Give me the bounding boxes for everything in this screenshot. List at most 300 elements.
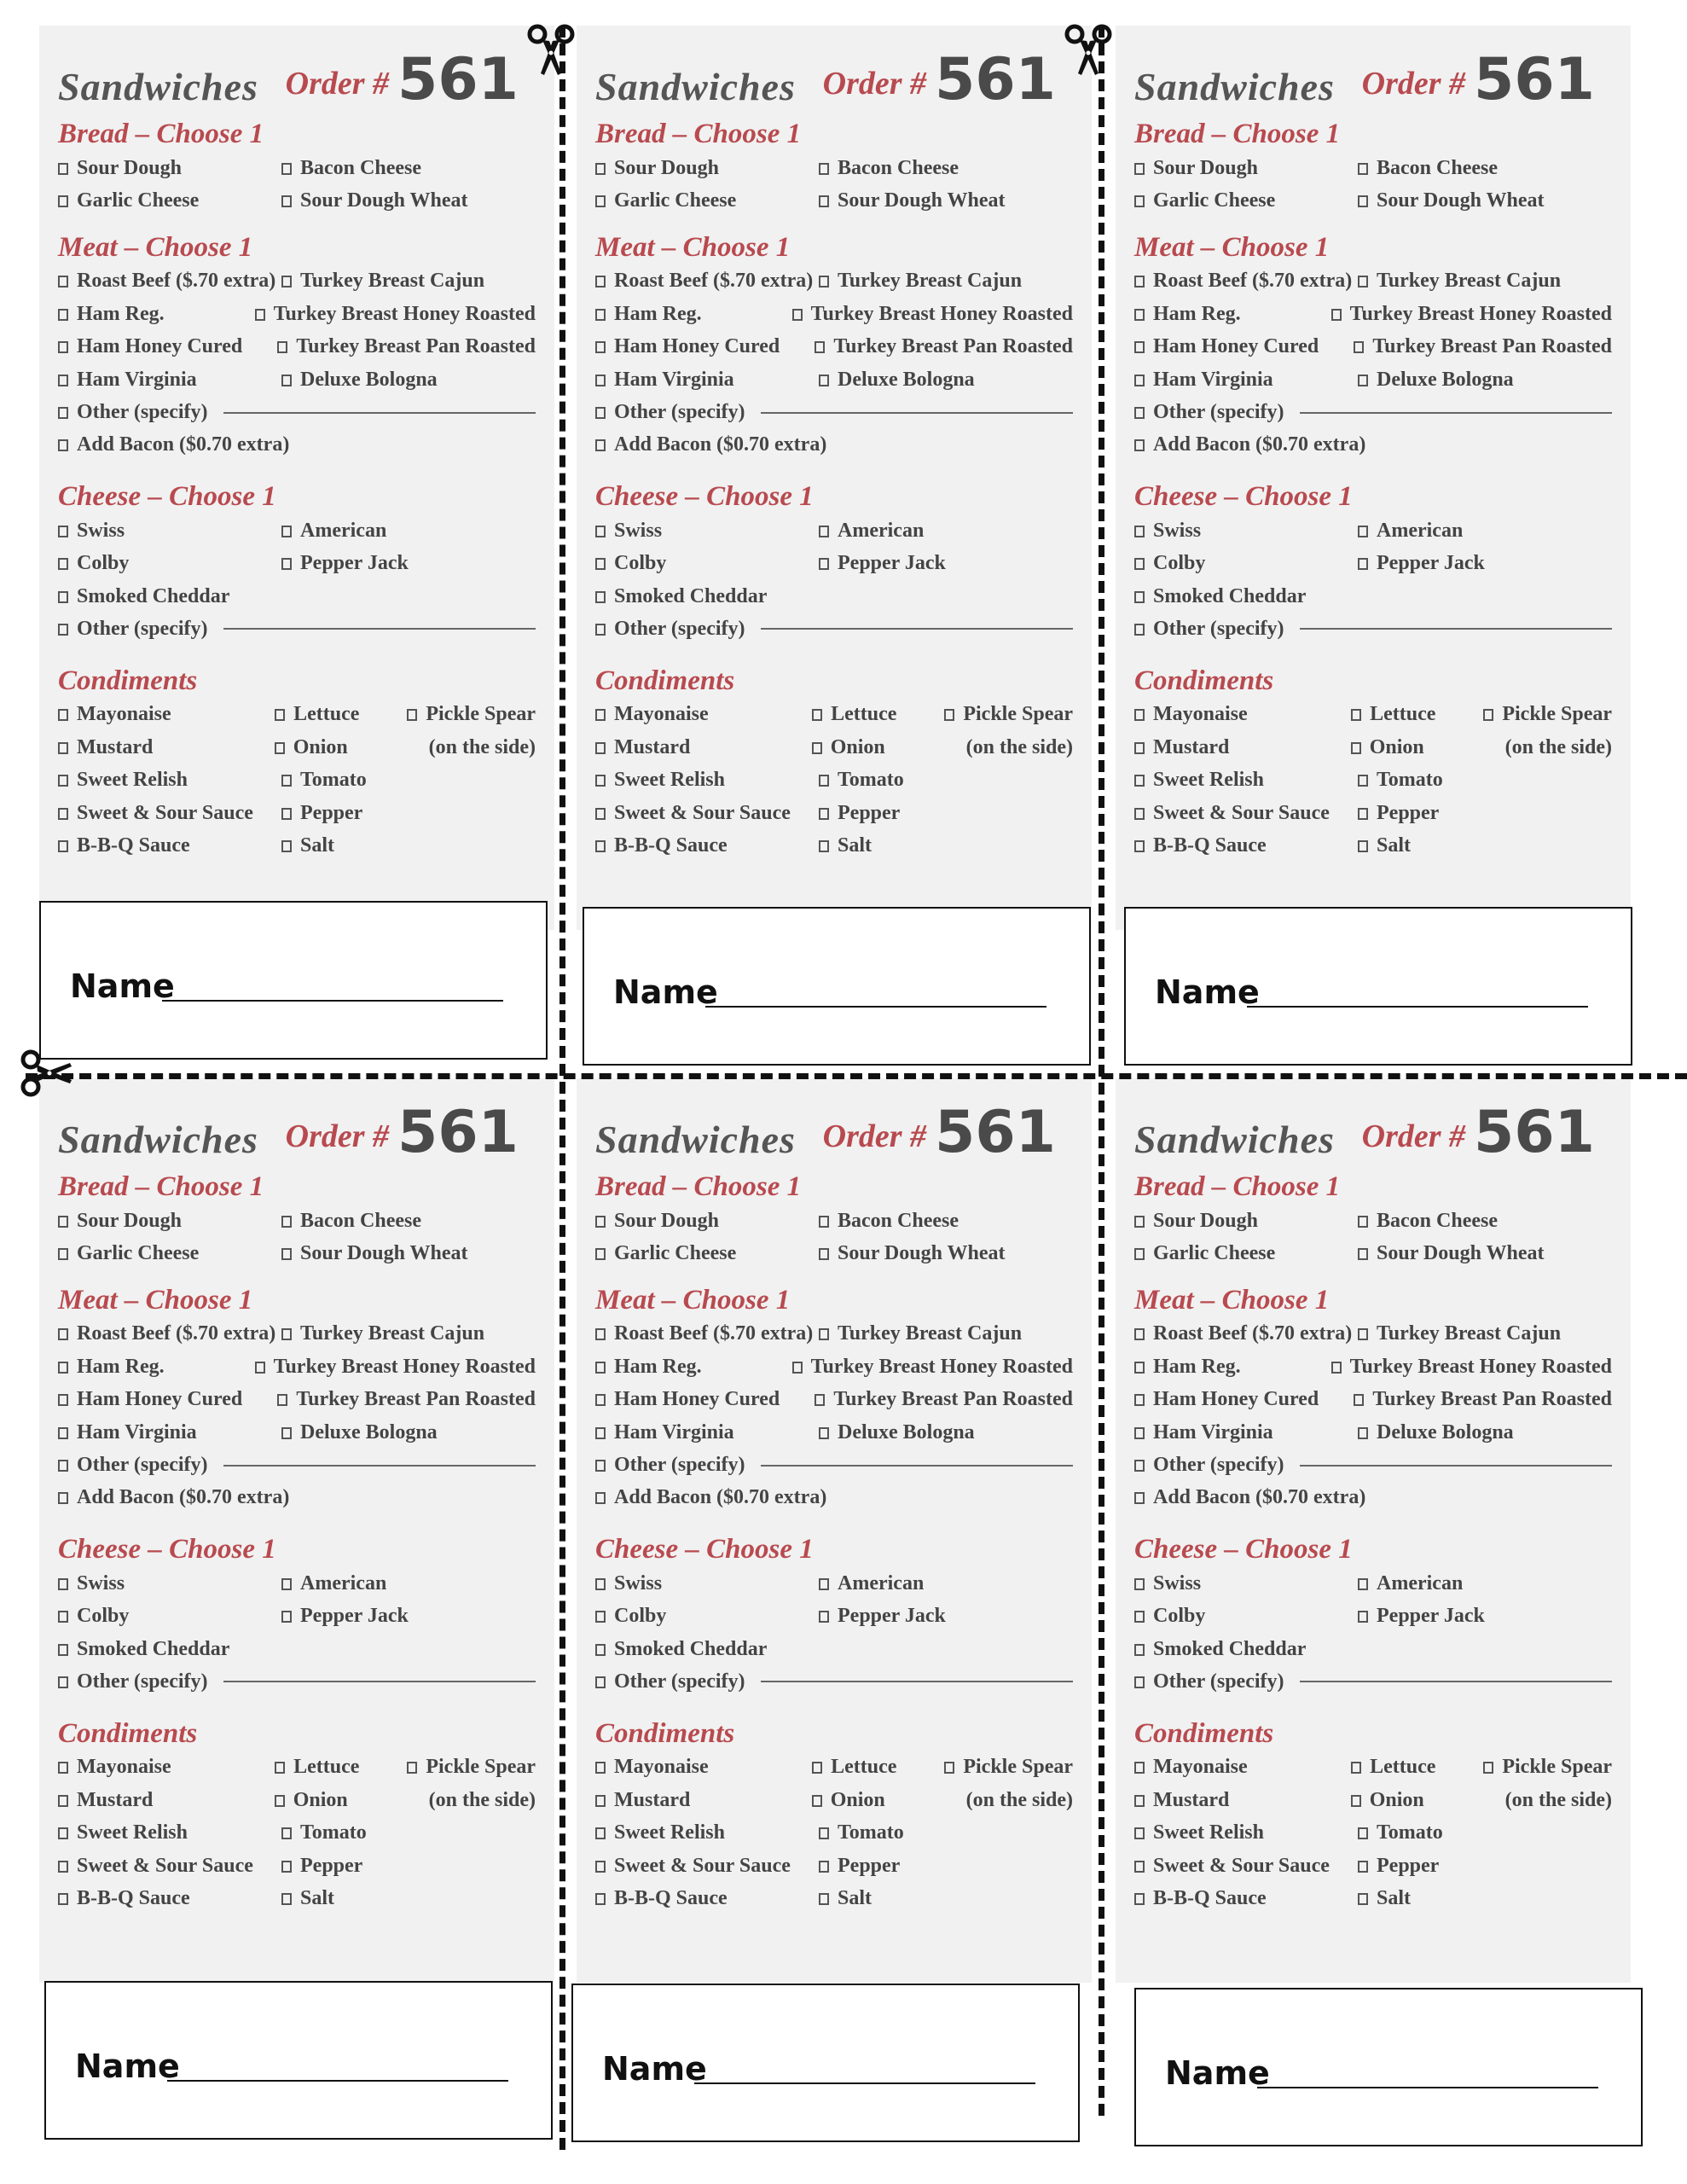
checkbox[interactable]: [819, 1578, 829, 1590]
meat-option[interactable]: Ham Virginia: [1134, 369, 1358, 392]
checkbox[interactable]: [595, 1893, 606, 1905]
condiment-option[interactable]: Mayonaise: [58, 703, 275, 726]
condiment-option[interactable]: Pepper: [1358, 1855, 1494, 1878]
checkbox[interactable]: [595, 1611, 606, 1623]
checkbox[interactable]: [595, 1394, 606, 1406]
checkbox[interactable]: [275, 1762, 285, 1774]
cheese-other-option[interactable]: Other (specify): [595, 1670, 745, 1693]
checkbox[interactable]: [1134, 276, 1145, 288]
condiment-option[interactable]: Pepper: [819, 1855, 955, 1878]
meat-option[interactable]: Ham Reg.: [58, 1356, 255, 1379]
condiment-option[interactable]: Salt: [819, 1887, 955, 1910]
condiment-option[interactable]: B-B-Q Sauce: [58, 834, 281, 857]
condiment-option[interactable]: Sweet Relish: [58, 1821, 281, 1844]
condiment-option[interactable]: Onion: [812, 736, 944, 759]
checkbox[interactable]: [595, 775, 606, 787]
cheese-option[interactable]: Colby: [595, 1605, 819, 1628]
checkbox[interactable]: [58, 1644, 68, 1656]
checkbox[interactable]: [595, 1328, 606, 1340]
condiment-option[interactable]: Mustard: [58, 736, 275, 759]
meat-option[interactable]: Ham Virginia: [1134, 1421, 1358, 1444]
cheese-option[interactable]: Pepper Jack: [281, 1605, 409, 1628]
condiment-option[interactable]: Pickle Spear: [1483, 703, 1612, 726]
condiment-option[interactable]: Sweet & Sour Sauce: [1134, 802, 1358, 825]
checkbox[interactable]: [58, 1394, 68, 1406]
checkbox[interactable]: [58, 558, 68, 570]
bread-option[interactable]: Bacon Cheese: [1358, 157, 1498, 180]
cheese-option[interactable]: Smoked Cheddar: [58, 585, 229, 608]
condiment-option[interactable]: Mustard: [1134, 736, 1351, 759]
checkbox[interactable]: [1358, 558, 1368, 570]
checkbox[interactable]: [58, 309, 68, 321]
meat-other-field[interactable]: [223, 1465, 536, 1467]
checkbox[interactable]: [275, 1795, 285, 1807]
checkbox[interactable]: [595, 840, 606, 852]
meat-other-option[interactable]: Other (specify): [595, 401, 745, 424]
checkbox[interactable]: [58, 1362, 68, 1374]
condiment-option[interactable]: Mayonaise: [595, 703, 812, 726]
cheese-option[interactable]: Colby: [58, 1605, 281, 1628]
checkbox[interactable]: [1134, 558, 1145, 570]
condiment-option[interactable]: Salt: [819, 834, 955, 857]
name-box[interactable]: [571, 1984, 1080, 2142]
meat-option[interactable]: Ham Honey Cured: [1134, 335, 1354, 358]
checkbox[interactable]: [1358, 1861, 1368, 1873]
meat-other-option[interactable]: Other (specify): [1134, 401, 1284, 424]
condiment-option[interactable]: Sweet Relish: [595, 1821, 819, 1844]
checkbox[interactable]: [1483, 709, 1493, 721]
condiment-option[interactable]: Tomato: [819, 769, 955, 792]
name-field[interactable]: [1247, 1006, 1588, 1008]
checkbox[interactable]: [58, 840, 68, 852]
checkbox[interactable]: [1134, 1492, 1145, 1504]
bread-option[interactable]: Garlic Cheese: [595, 1242, 819, 1265]
checkbox[interactable]: [595, 624, 606, 636]
checkbox[interactable]: [819, 1861, 829, 1873]
cheese-option[interactable]: American: [281, 1572, 386, 1595]
checkbox[interactable]: [1358, 1827, 1368, 1839]
checkbox[interactable]: [1134, 840, 1145, 852]
bread-option[interactable]: Bacon Cheese: [281, 1210, 421, 1233]
cheese-option[interactable]: Pepper Jack: [1358, 1605, 1485, 1628]
condiment-option[interactable]: Tomato: [281, 1821, 418, 1844]
checkbox[interactable]: [1331, 1362, 1342, 1374]
cheese-option[interactable]: Smoked Cheddar: [1134, 1638, 1306, 1661]
checkbox[interactable]: [1134, 526, 1145, 537]
cheese-other-field[interactable]: [223, 628, 536, 630]
condiment-option[interactable]: Onion: [275, 1789, 407, 1812]
checkbox[interactable]: [595, 1861, 606, 1873]
add-bacon-option[interactable]: Add Bacon ($0.70 extra): [58, 433, 289, 456]
cheese-option[interactable]: Swiss: [595, 520, 819, 543]
meat-other-option[interactable]: Other (specify): [1134, 1454, 1284, 1477]
bread-option[interactable]: Sour Dough: [1134, 157, 1358, 180]
cheese-other-field[interactable]: [1300, 1681, 1612, 1682]
checkbox[interactable]: [58, 709, 68, 721]
condiment-option[interactable]: Salt: [281, 1887, 418, 1910]
bread-option[interactable]: Sour Dough Wheat: [281, 189, 468, 212]
checkbox[interactable]: [281, 775, 292, 787]
meat-other-field[interactable]: [761, 412, 1073, 414]
checkbox[interactable]: [1354, 1394, 1364, 1406]
meat-option[interactable]: Turkey Breast Honey Roasted: [1331, 303, 1612, 326]
checkbox[interactable]: [1134, 341, 1145, 353]
checkbox[interactable]: [1134, 1762, 1145, 1774]
checkbox[interactable]: [281, 375, 292, 386]
meat-option[interactable]: Deluxe Bologna: [281, 1421, 438, 1444]
condiment-option[interactable]: Lettuce: [1351, 703, 1483, 726]
cheese-other-field[interactable]: [223, 1681, 536, 1682]
condiment-option[interactable]: Sweet & Sour Sauce: [595, 802, 819, 825]
checkbox[interactable]: [819, 775, 829, 787]
checkbox[interactable]: [819, 1427, 829, 1439]
checkbox[interactable]: [1134, 1427, 1145, 1439]
checkbox[interactable]: [1134, 1893, 1145, 1905]
checkbox[interactable]: [1134, 1827, 1145, 1839]
checkbox[interactable]: [1358, 375, 1368, 386]
bread-option[interactable]: Sour Dough: [595, 1210, 819, 1233]
meat-option[interactable]: Turkey Breast Cajun: [1358, 270, 1561, 293]
bread-option[interactable]: Sour Dough Wheat: [819, 1242, 1006, 1265]
meat-option[interactable]: Turkey Breast Pan Roasted: [815, 335, 1073, 358]
checkbox[interactable]: [58, 1795, 68, 1807]
condiment-option[interactable]: Sweet Relish: [1134, 1821, 1358, 1844]
checkbox[interactable]: [812, 742, 822, 754]
checkbox[interactable]: [595, 1216, 606, 1228]
checkbox[interactable]: [1351, 742, 1361, 754]
bread-option[interactable]: Sour Dough: [1134, 1210, 1358, 1233]
checkbox[interactable]: [58, 439, 68, 451]
checkbox[interactable]: [1134, 407, 1145, 419]
meat-option[interactable]: Ham Virginia: [58, 369, 281, 392]
condiment-option[interactable]: Pepper: [819, 802, 955, 825]
checkbox[interactable]: [792, 309, 803, 321]
condiment-option[interactable]: Sweet Relish: [1134, 769, 1358, 792]
meat-option[interactable]: Turkey Breast Honey Roasted: [255, 1356, 536, 1379]
checkbox[interactable]: [1134, 1578, 1145, 1590]
checkbox[interactable]: [1358, 1611, 1368, 1623]
checkbox[interactable]: [819, 808, 829, 820]
checkbox[interactable]: [1358, 276, 1368, 288]
cheese-option[interactable]: Smoked Cheddar: [1134, 585, 1306, 608]
checkbox[interactable]: [277, 1394, 287, 1406]
checkbox[interactable]: [595, 591, 606, 603]
meat-option[interactable]: Deluxe Bologna: [281, 369, 438, 392]
checkbox[interactable]: [595, 1795, 606, 1807]
condiment-option[interactable]: Tomato: [1358, 769, 1494, 792]
checkbox[interactable]: [1134, 1328, 1145, 1340]
bread-option[interactable]: Sour Dough Wheat: [1358, 1242, 1545, 1265]
checkbox[interactable]: [944, 1762, 954, 1774]
meat-option[interactable]: Turkey Breast Cajun: [1358, 1322, 1561, 1345]
meat-other-field[interactable]: [1300, 1465, 1612, 1467]
meat-option[interactable]: Turkey Breast Honey Roasted: [1331, 1356, 1612, 1379]
meat-option[interactable]: Turkey Breast Cajun: [281, 1322, 484, 1345]
condiment-option[interactable]: Pepper: [281, 802, 418, 825]
checkbox[interactable]: [58, 1460, 68, 1472]
checkbox[interactable]: [58, 624, 68, 636]
bread-option[interactable]: Bacon Cheese: [281, 157, 421, 180]
checkbox[interactable]: [595, 276, 606, 288]
checkbox[interactable]: [595, 1362, 606, 1374]
checkbox[interactable]: [281, 1611, 292, 1623]
checkbox[interactable]: [1358, 808, 1368, 820]
cheese-other-field[interactable]: [761, 628, 1073, 630]
checkbox[interactable]: [1358, 1216, 1368, 1228]
name-box[interactable]: [1124, 907, 1632, 1066]
checkbox[interactable]: [281, 276, 292, 288]
checkbox[interactable]: [1134, 709, 1145, 721]
checkbox[interactable]: [58, 1578, 68, 1590]
cheese-other-option[interactable]: Other (specify): [58, 618, 208, 641]
cheese-option[interactable]: Smoked Cheddar: [58, 1638, 229, 1661]
checkbox[interactable]: [407, 709, 417, 721]
checkbox[interactable]: [595, 309, 606, 321]
cheese-option[interactable]: American: [281, 520, 386, 543]
meat-other-field[interactable]: [223, 412, 536, 414]
meat-option[interactable]: Roast Beef ($.70 extra): [58, 1322, 281, 1345]
checkbox[interactable]: [1134, 163, 1145, 175]
checkbox[interactable]: [595, 1248, 606, 1260]
checkbox[interactable]: [58, 1893, 68, 1905]
condiment-option[interactable]: Sweet & Sour Sauce: [58, 1855, 281, 1878]
condiment-option[interactable]: B-B-Q Sauce: [595, 834, 819, 857]
checkbox[interactable]: [1358, 1578, 1368, 1590]
checkbox[interactable]: [1134, 1460, 1145, 1472]
checkbox[interactable]: [1358, 1248, 1368, 1260]
condiment-option[interactable]: Salt: [1358, 1887, 1494, 1910]
condiment-option[interactable]: Salt: [1358, 834, 1494, 857]
meat-option[interactable]: Ham Honey Cured: [595, 335, 815, 358]
bread-option[interactable]: Sour Dough: [58, 157, 281, 180]
condiment-option[interactable]: B-B-Q Sauce: [595, 1887, 819, 1910]
checkbox[interactable]: [595, 407, 606, 419]
add-bacon-option[interactable]: Add Bacon ($0.70 extra): [595, 433, 826, 456]
name-box[interactable]: [39, 901, 548, 1060]
checkbox[interactable]: [275, 742, 285, 754]
checkbox[interactable]: [595, 558, 606, 570]
add-bacon-option[interactable]: Add Bacon ($0.70 extra): [1134, 1486, 1365, 1509]
name-box[interactable]: [583, 907, 1091, 1066]
checkbox[interactable]: [595, 1492, 606, 1504]
cheese-option[interactable]: Colby: [1134, 1605, 1358, 1628]
condiment-option[interactable]: Pickle Spear: [407, 703, 536, 726]
meat-option[interactable]: Deluxe Bologna: [819, 1421, 975, 1444]
checkbox[interactable]: [819, 1893, 829, 1905]
bread-option[interactable]: Garlic Cheese: [1134, 189, 1358, 212]
checkbox[interactable]: [819, 558, 829, 570]
checkbox[interactable]: [281, 195, 292, 207]
cheese-other-field[interactable]: [761, 1681, 1073, 1682]
checkbox[interactable]: [1134, 309, 1145, 321]
cheese-other-option[interactable]: Other (specify): [595, 618, 745, 641]
checkbox[interactable]: [58, 591, 68, 603]
meat-option[interactable]: Ham Reg.: [58, 303, 255, 326]
name-field[interactable]: [1257, 2087, 1598, 2088]
cheese-option[interactable]: American: [1358, 1572, 1463, 1595]
meat-option[interactable]: Turkey Breast Pan Roasted: [277, 1388, 536, 1411]
checkbox[interactable]: [595, 526, 606, 537]
checkbox[interactable]: [1358, 526, 1368, 537]
checkbox[interactable]: [277, 341, 287, 353]
condiment-option[interactable]: Mayonaise: [1134, 703, 1351, 726]
meat-option[interactable]: Deluxe Bologna: [819, 369, 975, 392]
checkbox[interactable]: [595, 709, 606, 721]
cheese-option[interactable]: Swiss: [58, 1572, 281, 1595]
checkbox[interactable]: [1358, 840, 1368, 852]
condiment-option[interactable]: Sweet Relish: [595, 769, 819, 792]
checkbox[interactable]: [819, 840, 829, 852]
meat-option[interactable]: Turkey Breast Cajun: [819, 270, 1022, 293]
checkbox[interactable]: [1134, 1362, 1145, 1374]
condiment-option[interactable]: Pickle Spear: [944, 703, 1073, 726]
checkbox[interactable]: [1354, 341, 1364, 353]
cheese-option[interactable]: Smoked Cheddar: [595, 1638, 767, 1661]
condiment-option[interactable]: Lettuce: [812, 1756, 944, 1779]
meat-other-field[interactable]: [761, 1465, 1073, 1467]
checkbox[interactable]: [281, 1427, 292, 1439]
cheese-other-field[interactable]: [1300, 628, 1612, 630]
checkbox[interactable]: [595, 1644, 606, 1656]
condiment-option[interactable]: Lettuce: [1351, 1756, 1483, 1779]
checkbox[interactable]: [58, 407, 68, 419]
checkbox[interactable]: [281, 1893, 292, 1905]
cheese-option[interactable]: Swiss: [58, 520, 281, 543]
condiment-option[interactable]: Lettuce: [275, 703, 407, 726]
condiment-option[interactable]: Pickle Spear: [944, 1756, 1073, 1779]
checkbox[interactable]: [595, 1827, 606, 1839]
condiment-option[interactable]: Lettuce: [812, 703, 944, 726]
cheese-option[interactable]: Colby: [595, 552, 819, 575]
checkbox[interactable]: [58, 1861, 68, 1873]
cheese-option[interactable]: American: [819, 1572, 924, 1595]
checkbox[interactable]: [281, 1328, 292, 1340]
meat-option[interactable]: Ham Honey Cured: [595, 1388, 815, 1411]
checkbox[interactable]: [595, 375, 606, 386]
checkbox[interactable]: [1134, 195, 1145, 207]
meat-option[interactable]: Ham Reg.: [595, 1356, 792, 1379]
condiment-option[interactable]: Onion: [1351, 736, 1483, 759]
bread-option[interactable]: Garlic Cheese: [58, 189, 281, 212]
checkbox[interactable]: [1351, 1762, 1361, 1774]
checkbox[interactable]: [1331, 309, 1342, 321]
checkbox[interactable]: [58, 742, 68, 754]
meat-option[interactable]: Ham Honey Cured: [1134, 1388, 1354, 1411]
checkbox[interactable]: [1351, 1795, 1361, 1807]
bread-option[interactable]: Sour Dough: [595, 157, 819, 180]
checkbox[interactable]: [1134, 591, 1145, 603]
checkbox[interactable]: [595, 742, 606, 754]
cheese-option[interactable]: American: [1358, 520, 1463, 543]
checkbox[interactable]: [255, 309, 265, 321]
checkbox[interactable]: [58, 375, 68, 386]
cheese-option[interactable]: Swiss: [1134, 1572, 1358, 1595]
bread-option[interactable]: Sour Dough: [58, 1210, 281, 1233]
checkbox[interactable]: [58, 1492, 68, 1504]
checkbox[interactable]: [812, 1762, 822, 1774]
condiment-option[interactable]: Mayonaise: [58, 1756, 275, 1779]
checkbox[interactable]: [281, 526, 292, 537]
cheese-other-option[interactable]: Other (specify): [1134, 1670, 1284, 1693]
condiment-option[interactable]: Mayonaise: [1134, 1756, 1351, 1779]
checkbox[interactable]: [58, 1827, 68, 1839]
checkbox[interactable]: [281, 1861, 292, 1873]
checkbox[interactable]: [58, 163, 68, 175]
meat-option[interactable]: Roast Beef ($.70 extra): [1134, 270, 1358, 293]
meat-option[interactable]: Ham Virginia: [595, 1421, 819, 1444]
cheese-option[interactable]: Colby: [58, 552, 281, 575]
checkbox[interactable]: [595, 1460, 606, 1472]
checkbox[interactable]: [1134, 1795, 1145, 1807]
checkbox[interactable]: [1134, 1216, 1145, 1228]
cheese-option[interactable]: Pepper Jack: [819, 1605, 946, 1628]
checkbox[interactable]: [1358, 775, 1368, 787]
meat-other-option[interactable]: Other (specify): [58, 401, 208, 424]
add-bacon-option[interactable]: Add Bacon ($0.70 extra): [1134, 433, 1365, 456]
name-box[interactable]: [44, 1981, 553, 2140]
add-bacon-option[interactable]: Add Bacon ($0.70 extra): [58, 1486, 289, 1509]
checkbox[interactable]: [58, 1427, 68, 1439]
meat-option[interactable]: Turkey Breast Cajun: [281, 270, 484, 293]
checkbox[interactable]: [595, 1578, 606, 1590]
condiment-option[interactable]: B-B-Q Sauce: [1134, 834, 1358, 857]
name-field[interactable]: [167, 2080, 508, 2082]
bread-option[interactable]: Bacon Cheese: [819, 157, 959, 180]
condiment-option[interactable]: Salt: [281, 834, 418, 857]
bread-option[interactable]: Bacon Cheese: [1358, 1210, 1498, 1233]
meat-option[interactable]: Deluxe Bologna: [1358, 369, 1514, 392]
checkbox[interactable]: [58, 195, 68, 207]
checkbox[interactable]: [819, 163, 829, 175]
bread-option[interactable]: Sour Dough Wheat: [1358, 189, 1545, 212]
condiment-option[interactable]: Sweet & Sour Sauce: [58, 802, 281, 825]
checkbox[interactable]: [1134, 1394, 1145, 1406]
condiment-option[interactable]: Mustard: [58, 1789, 275, 1812]
checkbox[interactable]: [595, 1676, 606, 1688]
condiment-option[interactable]: Pickle Spear: [1483, 1756, 1612, 1779]
checkbox[interactable]: [815, 1394, 825, 1406]
checkbox[interactable]: [1351, 709, 1361, 721]
condiment-option[interactable]: Tomato: [1358, 1821, 1494, 1844]
checkbox[interactable]: [819, 1611, 829, 1623]
checkbox[interactable]: [1134, 1861, 1145, 1873]
checkbox[interactable]: [819, 1328, 829, 1340]
checkbox[interactable]: [58, 276, 68, 288]
meat-option[interactable]: Turkey Breast Pan Roasted: [1354, 335, 1612, 358]
condiment-option[interactable]: Tomato: [281, 769, 418, 792]
checkbox[interactable]: [792, 1362, 803, 1374]
condiment-option[interactable]: Mustard: [595, 1789, 812, 1812]
checkbox[interactable]: [281, 558, 292, 570]
checkbox[interactable]: [1483, 1762, 1493, 1774]
condiment-option[interactable]: Tomato: [819, 1821, 955, 1844]
meat-other-option[interactable]: Other (specify): [58, 1454, 208, 1477]
meat-option[interactable]: Turkey Breast Honey Roasted: [792, 1356, 1073, 1379]
checkbox[interactable]: [944, 709, 954, 721]
meat-option[interactable]: Roast Beef ($.70 extra): [1134, 1322, 1358, 1345]
checkbox[interactable]: [819, 526, 829, 537]
checkbox[interactable]: [1358, 1328, 1368, 1340]
meat-option[interactable]: Ham Honey Cured: [58, 1388, 277, 1411]
cheese-option[interactable]: American: [819, 520, 924, 543]
name-field[interactable]: [162, 1000, 503, 1002]
checkbox[interactable]: [595, 195, 606, 207]
meat-option[interactable]: Ham Virginia: [58, 1421, 281, 1444]
name-box[interactable]: [1134, 1988, 1643, 2146]
checkbox[interactable]: [275, 709, 285, 721]
cheese-other-option[interactable]: Other (specify): [58, 1670, 208, 1693]
cheese-other-option[interactable]: Other (specify): [1134, 618, 1284, 641]
